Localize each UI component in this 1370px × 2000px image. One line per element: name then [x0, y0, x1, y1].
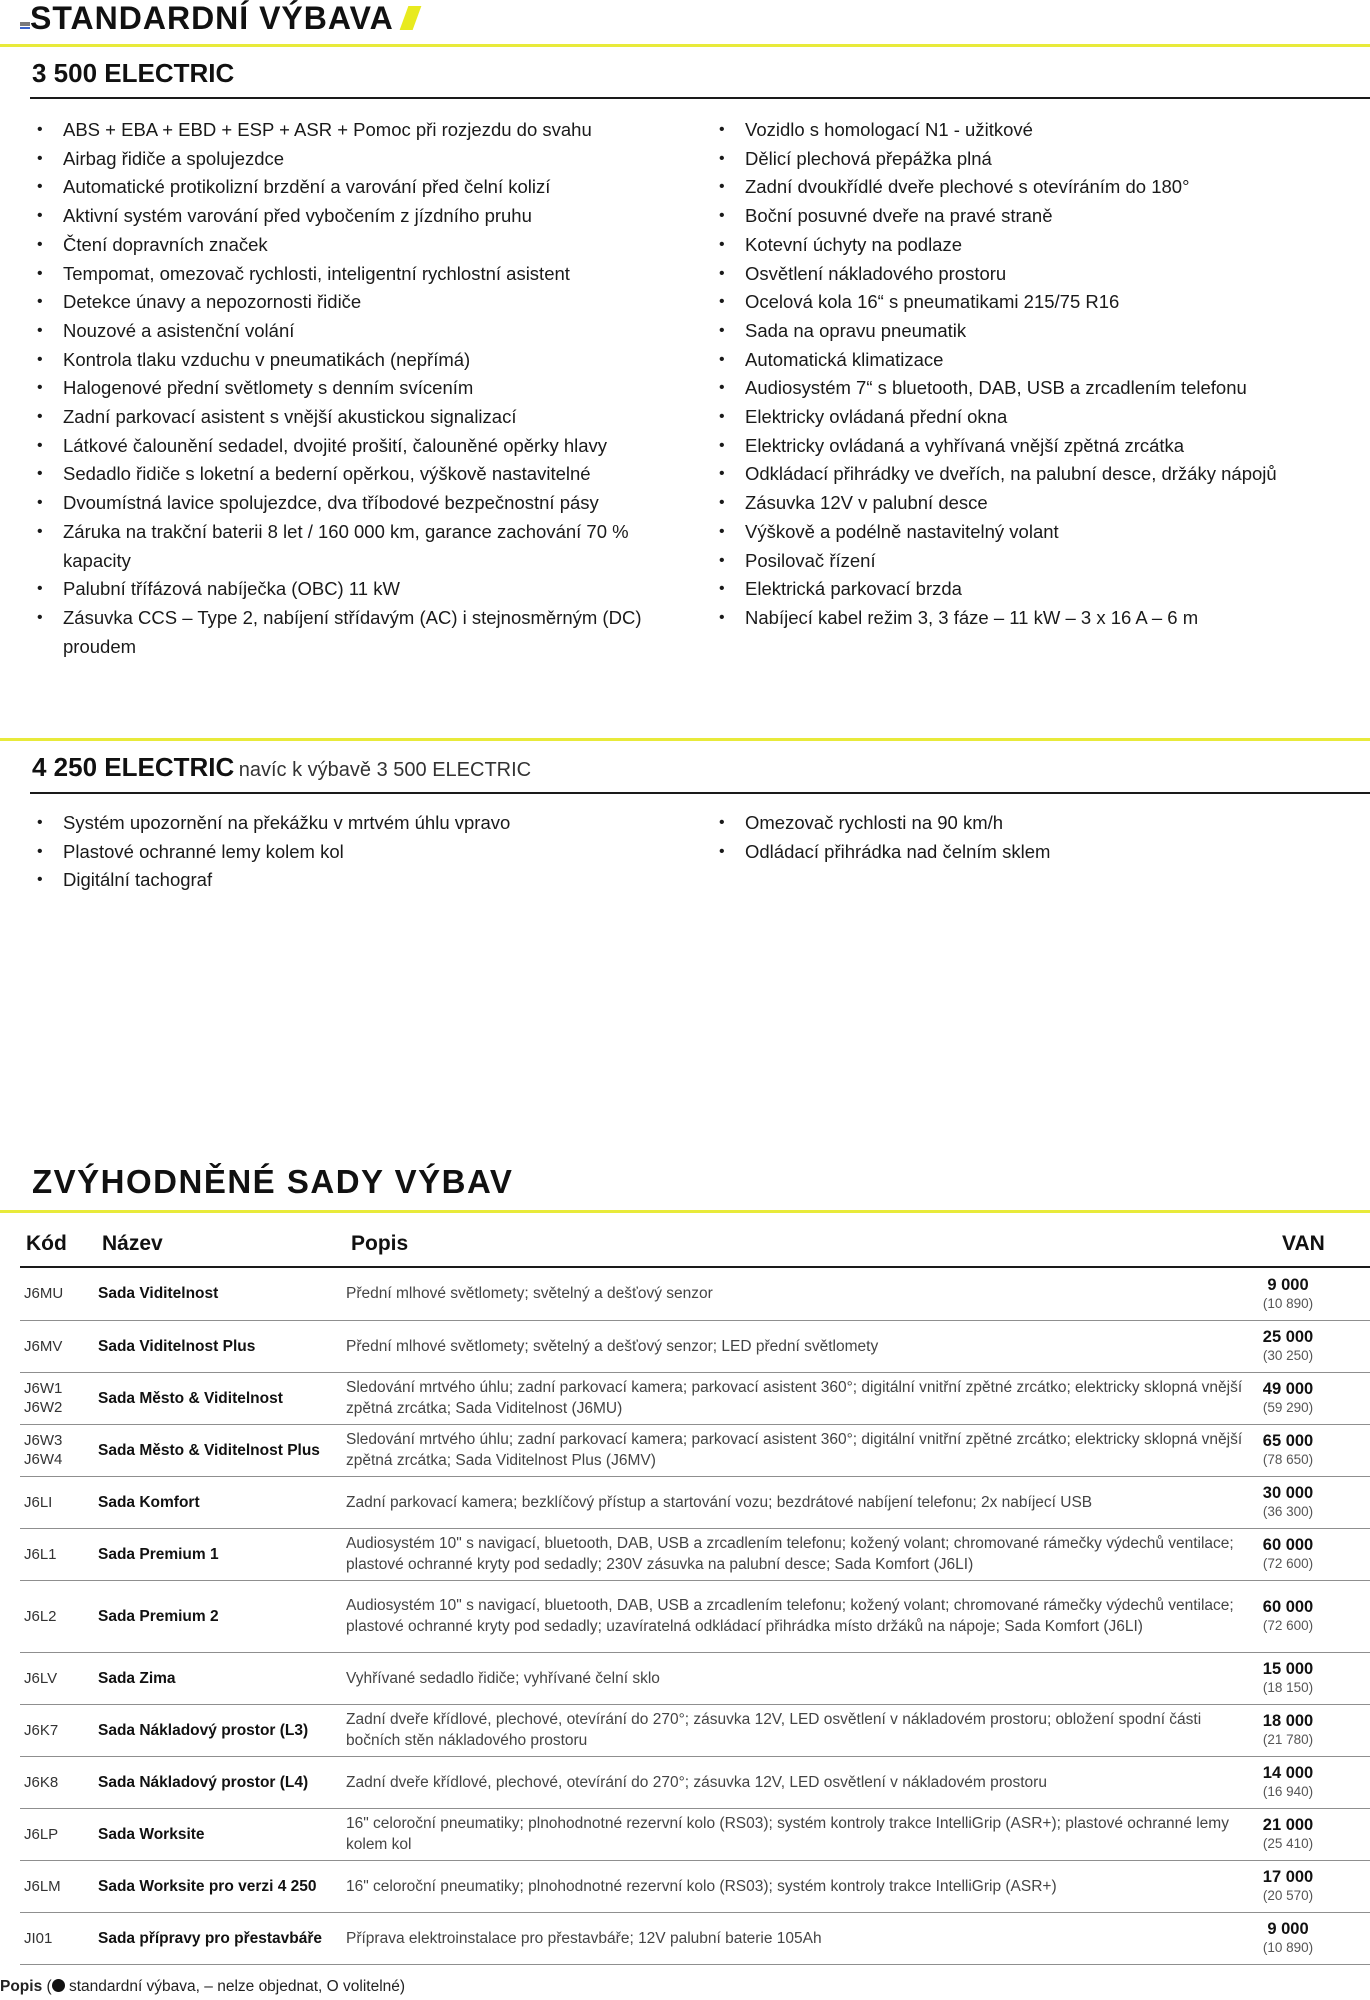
equipment-item: • Výškově a podélně nastavitelný volant — [715, 518, 1365, 547]
pack-description: Zadní dveře křídlové, plechové, otevírání do 270°; zásuvka 12V, LED osvětlení v nákladovém prostoru — [346, 1756, 1246, 1808]
price-with-vat: (16 940) — [1262, 1784, 1314, 1799]
col-header-code: Kód — [26, 1232, 67, 1255]
pack-price — [1246, 1320, 1370, 1372]
equipment-item: • Systém upozornění na překážku v mrtvém úhlu vpravo — [33, 809, 698, 838]
price-without-vat: 60 000 — [1262, 1536, 1314, 1554]
pack-price — [1246, 1580, 1370, 1652]
price-without-vat: 30 000 — [1262, 1484, 1314, 1502]
equipment-item: • Nouzové a asistenční volání — [33, 317, 698, 346]
equipment-item: • Zadní dvoukřídlé dveře plechové s otevíráním do 180° — [715, 173, 1365, 202]
pack-name: Sada Nákladový prostor (L4) — [98, 1756, 346, 1808]
price-without-vat: 15 000 — [1262, 1660, 1314, 1678]
price-with-vat: (21 780) — [1262, 1732, 1314, 1747]
equipment-item: • Odkládací přihrádky ve dveřích, na palubní desce, držáky nápojů — [715, 460, 1365, 489]
section-rule-3500 — [30, 97, 1370, 99]
price-with-vat: (59 290) — [1262, 1400, 1314, 1415]
pack-row — [20, 1528, 1370, 1580]
price-with-vat: (20 570) — [1262, 1888, 1314, 1903]
equipment-item: • Ocelová kola 16“ s pneumatikami 215/75 R16 — [715, 288, 1365, 317]
price-without-vat: 14 000 — [1262, 1764, 1314, 1782]
price-with-vat: (78 650) — [1262, 1452, 1314, 1467]
pack-code: J6W1 J6W2 — [20, 1372, 98, 1424]
pack-price — [1246, 1912, 1370, 1964]
equipment-item: • Detekce únavy a nepozornosti řidiče — [33, 288, 698, 317]
legend-open-paren: ( — [46, 1978, 52, 1995]
pack-price — [1246, 1704, 1370, 1756]
pack-row — [20, 1652, 1370, 1704]
equipment-item: • Airbag řidiče a spolujezdce — [33, 145, 698, 174]
pack-description: Přední mlhové světlomety; světelný a dešťový senzor — [346, 1268, 1246, 1320]
section-title-3500: 3 500 ELECTRIC — [32, 58, 235, 88]
price-with-vat: (36 300) — [1262, 1504, 1314, 1519]
col-header-desc: Popis — [351, 1232, 409, 1255]
price-without-vat: 60 000 — [1262, 1598, 1314, 1616]
price-without-vat: 17 000 — [1262, 1868, 1314, 1886]
pack-code: J6LV — [20, 1652, 98, 1704]
price-with-vat: (18 150) — [1262, 1680, 1314, 1695]
pack-row — [20, 1476, 1370, 1528]
equipment-item: • Sada na opravu pneumatik — [715, 317, 1365, 346]
equipment-item: • Elektricky ovládaná a vyhřívaná vnější zpětná zrcátka — [715, 432, 1365, 461]
section-rule-4250 — [30, 792, 1370, 794]
pack-price — [1246, 1372, 1370, 1424]
pack-description: Zadní parkovací kamera; bezklíčový přístup a startování vozu; bezdrátové nabíjení telefonu; 2x nabíjecí USB — [346, 1476, 1246, 1528]
pack-description: Příprava elektroinstalace pro přestavbáře; 12V palubní baterie 105Ah — [346, 1912, 1246, 1964]
pack-description: 16" celoroční pneumatiky; plnohodnotné rezervní kolo (RS03); systém kontroly trakce IntelliGrip (ASR+); plastové ochranné lemy kolem kol — [346, 1808, 1246, 1860]
equipment-item: • Zadní parkovací asistent s vnější akustickou signalizací — [33, 403, 698, 432]
equipment-item: • ABS + EBA + EBD + ESP + ASR + Pomoc při rozjezdu do svahu — [33, 116, 698, 145]
equipment-item: • Elektrická parkovací brzda — [715, 575, 1365, 604]
pack-code: J6LI — [20, 1476, 98, 1528]
equipment-item: • Odládací přihrádka nad čelním sklem — [715, 838, 1365, 867]
price-without-vat: 9 000 — [1267, 1275, 1309, 1294]
pack-price — [1246, 1860, 1370, 1912]
price-without-vat: 21 000 — [1262, 1816, 1314, 1834]
equipment-item: • Halogenové přední světlomety s denním svícením — [33, 374, 698, 403]
price-with-vat: (10 890) — [1262, 1940, 1314, 1955]
header-mark-icon — [20, 22, 30, 26]
pack-description: Přední mlhové světlomety; světelný a dešťový senzor; LED přední světlomety — [346, 1320, 1246, 1372]
pack-price — [1246, 1476, 1370, 1528]
col-header-name: Název — [102, 1232, 163, 1255]
price-without-vat: 25 000 — [1262, 1328, 1314, 1346]
legend-label: Popis — [0, 1978, 43, 1995]
standard-dot-icon — [52, 1979, 65, 1992]
section-title-4250: 4 250 ELECTRIC — [32, 752, 235, 782]
pack-name: Sada přípravy pro přestavbáře — [98, 1912, 346, 1964]
pack-code: J6LP — [20, 1808, 98, 1860]
pack-description: Vyhřívané sedadlo řidiče; vyhřívané čelní sklo — [346, 1652, 1246, 1704]
pack-code: J6L1 — [20, 1528, 98, 1580]
pack-row — [20, 1424, 1370, 1476]
pack-name: Sada Viditelnost Plus — [98, 1320, 346, 1372]
equipment-item: • Látkové čalounění sedadel, dvojité prošití, čalouněné opěrky hlavy — [33, 432, 698, 461]
pack-row — [20, 1912, 1370, 1964]
pack-description: 16" celoroční pneumatiky; plnohodnotné rezervní kolo (RS03); systém kontroly trakce IntelliGrip (ASR+) — [346, 1860, 1246, 1912]
equipment-item: • Elektricky ovládaná přední okna — [715, 403, 1365, 432]
title-slash-icon — [400, 6, 422, 30]
equipment-item: • Kotevní úchyty na podlaze — [715, 231, 1365, 260]
packs-title: ZVÝHODNĚNÉ SADY VÝBAV — [32, 1163, 514, 1200]
pack-price — [1246, 1528, 1370, 1580]
pack-code: J6K7 — [20, 1704, 98, 1756]
header-mark-accent — [20, 27, 30, 29]
pack-code: J6W3 J6W4 — [20, 1424, 98, 1476]
pack-name: Sada Nákladový prostor (L3) — [98, 1704, 346, 1756]
price-without-vat: 65 000 — [1262, 1432, 1314, 1450]
pack-name: Sada Premium 1 — [98, 1528, 346, 1580]
pack-description: Zadní dveře křídlové, plechové, otevírání do 270°; zásuvka 12V, LED osvětlení v nákladovém prostoru; obložení spodní části bočních stěn nákladového prostoru — [346, 1704, 1246, 1756]
section-subtitle-4250: navíc k výbavě 3 500 ELECTRIC — [238, 759, 532, 781]
equipment-item: • Boční posuvné dveře na pravé straně — [715, 202, 1365, 231]
equipment-item: • Zásuvka CCS – Type 2, nabíjení střídavým (AC) i stejnosměrným (DC) proudem — [33, 604, 698, 661]
equipment-item: • Tempomat, omezovač rychlosti, inteligentní rychlostní asistent — [33, 260, 698, 289]
section-heading-4250 — [32, 752, 531, 783]
pack-row — [20, 1372, 1370, 1424]
equipment-item: • Osvětlení nákladového prostoru — [715, 260, 1365, 289]
pack-name: Sada Worksite — [98, 1808, 346, 1860]
equipment-item: • Aktivní systém varování před vybočením z jízdního pruhu — [33, 202, 698, 231]
equipment-item: • Dělicí plechová přepážka plná — [715, 145, 1365, 174]
equipment-item: • Automatické protikolizní brzdění a varování před čelní kolizí — [33, 173, 698, 202]
equipment-item: • Kontrola tlaku vzduchu v pneumatikách (nepřímá) — [33, 346, 698, 375]
equipment-item: • Nabíjecí kabel režim 3, 3 fáze – 11 kW – 3 x 16 A – 6 m — [715, 604, 1365, 633]
price-without-vat: 49 000 — [1262, 1380, 1314, 1398]
pack-name: Sada Město & Viditelnost Plus — [98, 1424, 346, 1476]
pack-price — [1246, 1268, 1370, 1320]
pack-description: Sledování mrtvého úhlu; zadní parkovací kamera; parkovací asistent 360°; digitální vnitřní zpětné zrcátko; elektricky sklopná vnější zpětná zrcátka; Sada Viditelnost (J6MU) — [346, 1372, 1246, 1424]
equipment-item: • Automatická klimatizace — [715, 346, 1365, 375]
price-without-vat: 18 000 — [1262, 1712, 1314, 1730]
pack-name: Sada Premium 2 — [98, 1580, 346, 1652]
pack-row — [20, 1268, 1370, 1320]
pack-row — [20, 1808, 1370, 1860]
equipment-item: • Sedadlo řidiče s loketní a bederní opěrkou, výškově nastavitelné — [33, 460, 698, 489]
pack-code: J6MV — [20, 1320, 98, 1372]
equipment-item: • Digitální tachograf — [33, 866, 698, 895]
equipment-item: • Záruka na trakční baterii 8 let / 160 000 km, garance zachování 70 % kapacity — [33, 518, 698, 575]
equipment-item: • Posilovač řízení — [715, 547, 1365, 576]
price-with-vat: (25 410) — [1262, 1836, 1314, 1851]
pack-name: Sada Komfort — [98, 1476, 346, 1528]
pack-name: Sada Město & Viditelnost — [98, 1372, 346, 1424]
price-with-vat: (72 600) — [1262, 1618, 1314, 1633]
pack-description: Audiosystém 10" s navigací, bluetooth, DAB, USB a zrcadlením telefonu; kožený volant; chromované rámečky výdechů ventilace; plastové ochranné kryty pod sedadly; uzavíratelná odkládací přihrádka místo držáků na nápoje; Sada Komfort (J6LI) — [346, 1580, 1246, 1652]
equipment-item: • Dvoumístná lavice spolujezdce, dva tříbodové bezpečnostní pásy — [33, 489, 698, 518]
pack-code: J6MU — [20, 1268, 98, 1320]
pack-name: Sada Zima — [98, 1652, 346, 1704]
equipment-item: • Čtení dopravních značek — [33, 231, 698, 260]
pack-row — [20, 1860, 1370, 1912]
extra-equipment-list-right — [715, 809, 1365, 866]
pack-price — [1246, 1808, 1370, 1860]
equipment-list-left — [33, 116, 698, 661]
pack-row — [20, 1320, 1370, 1372]
equipment-item: • Palubní třífázová nabíječka (OBC) 11 kW — [33, 575, 698, 604]
pack-price — [1246, 1424, 1370, 1476]
legend-text: standardní výbava, – nelze objednat, O volitelné) — [69, 1978, 406, 1995]
extra-equipment-list-left — [33, 809, 698, 895]
equipment-item: • Audiosystém 7“ s bluetooth, DAB, USB a zrcadlením telefonu — [715, 374, 1365, 403]
pack-row — [20, 1704, 1370, 1756]
section-top-rule-4250 — [0, 738, 1370, 741]
pack-code: J6LM — [20, 1860, 98, 1912]
pack-price — [1246, 1756, 1370, 1808]
price-without-vat: 9 000 — [1267, 1920, 1309, 1938]
pack-row — [20, 1756, 1370, 1808]
pack-description: Audiosystém 10" s navigací, bluetooth, DAB, USB a zrcadlením telefonu; kožený volant; chromované rámečky výdechů ventilace; plastové ochranné kryty pod sedadly; 230V zásuvka na palubní desce; Sada Komfort (J6LI) — [346, 1528, 1246, 1580]
title-underline — [0, 44, 1370, 47]
equipment-list-right — [715, 116, 1365, 633]
price-with-vat: (10 890) — [1262, 1295, 1314, 1311]
equipment-item: • Omezovač rychlosti na 90 km/h — [715, 809, 1365, 838]
pack-code: JI01 — [20, 1912, 98, 1964]
equipment-item: • Vozidlo s homologací N1 - užitkové — [715, 116, 1365, 145]
packs-underline — [0, 1210, 1370, 1213]
col-header-price: VAN — [1282, 1232, 1325, 1255]
pack-description: Sledování mrtvého úhlu; zadní parkovací kamera; parkovací asistent 360°; digitální vnitřní zpětné zrcátko; elektricky sklopná vnější zpětná zrcátka; Sada Viditelnost Plus (J6MV) — [346, 1424, 1246, 1476]
pack-name: Sada Viditelnost — [98, 1268, 346, 1320]
price-with-vat: (30 250) — [1262, 1348, 1314, 1363]
pack-code: J6K8 — [20, 1756, 98, 1808]
pack-code: J6L2 — [20, 1580, 98, 1652]
pack-price — [1246, 1652, 1370, 1704]
pack-row — [20, 1580, 1370, 1652]
packs-table — [20, 1268, 1370, 1965]
equipment-item: • Zásuvka 12V v palubní desce — [715, 489, 1365, 518]
price-with-vat: (72 600) — [1262, 1556, 1314, 1571]
page-title: STANDARDNÍ VÝBAVA — [30, 0, 394, 36]
equipment-item: • Plastové ochranné lemy kolem kol — [33, 838, 698, 867]
pack-name: Sada Worksite pro verzi 4 250 — [98, 1860, 346, 1912]
legend — [0, 1978, 405, 1996]
